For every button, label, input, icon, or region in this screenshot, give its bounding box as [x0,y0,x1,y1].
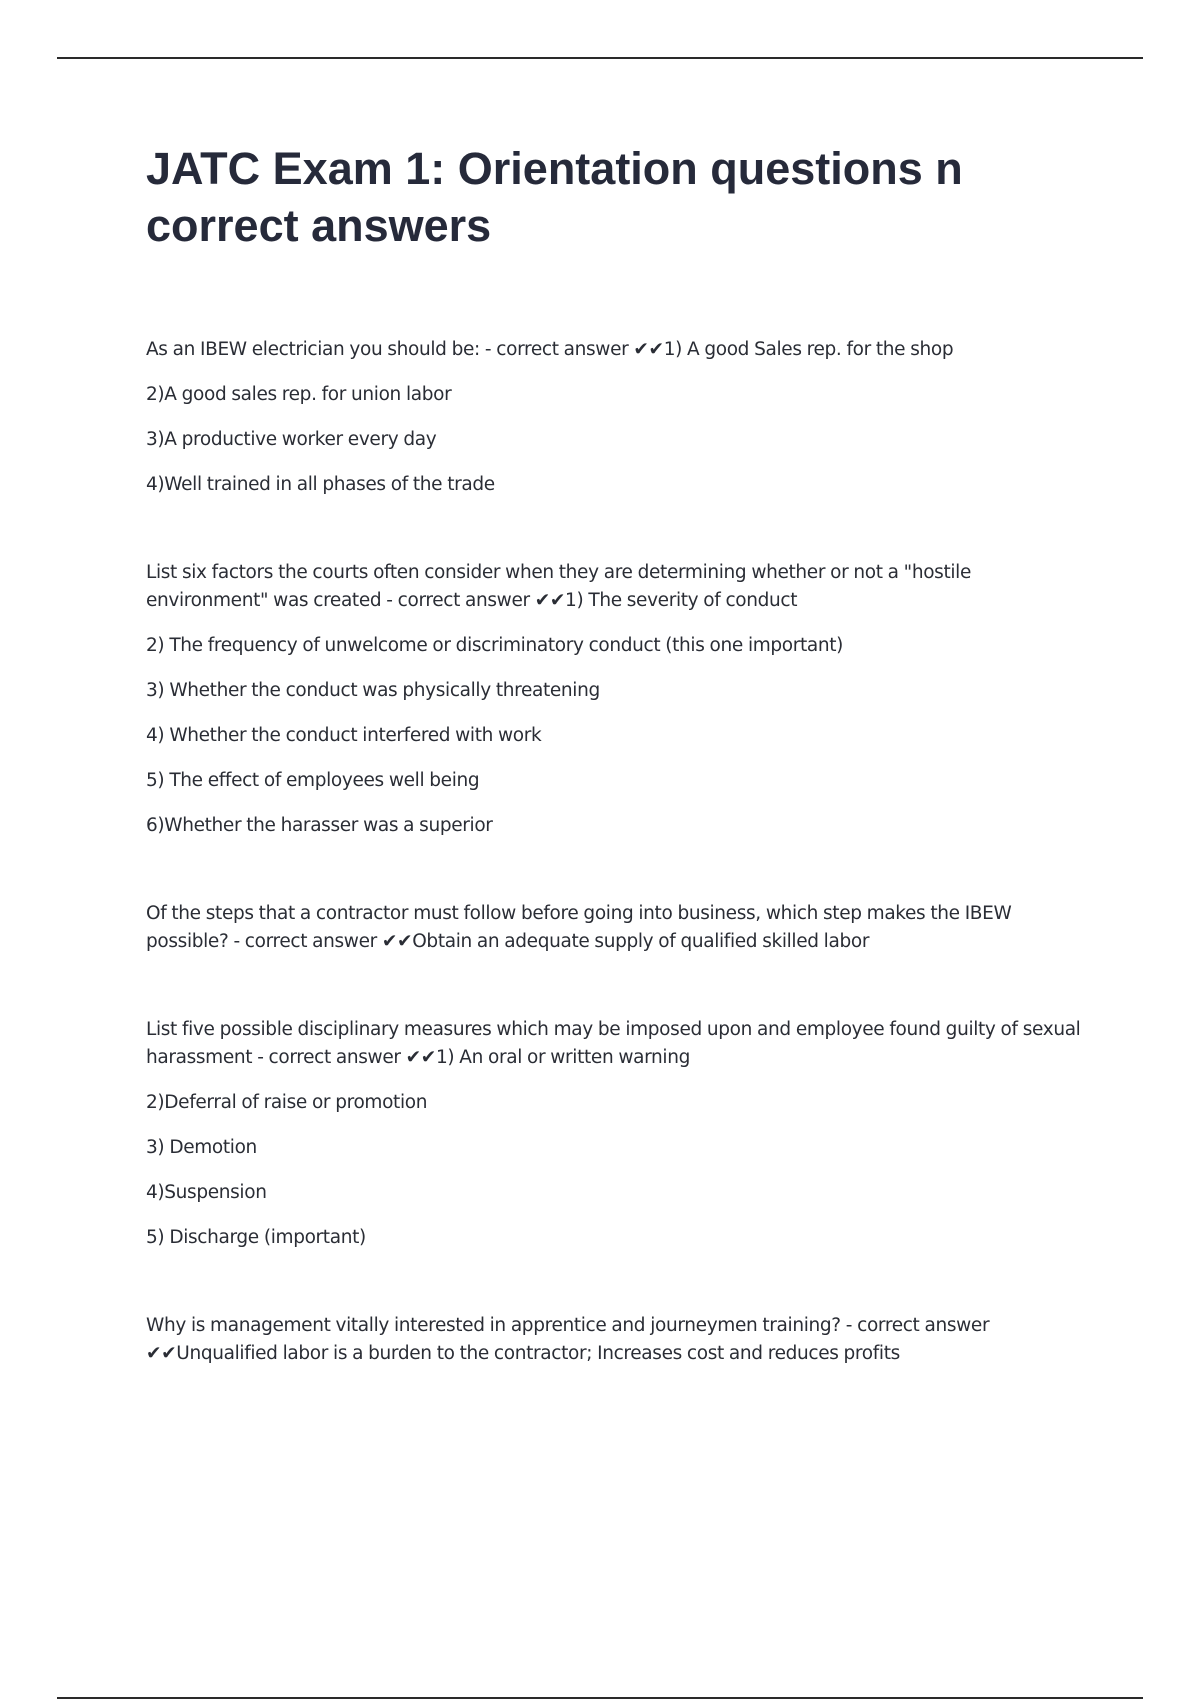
answer-line: 4) Whether the conduct interfered with work [146,725,542,746]
answer-line: 4)Well trained in all phases of the trade [146,474,495,495]
qa-item [146,1016,1096,1252]
qa-item [146,900,1096,956]
answer-line: 2) The frequency of unwelcome or discriminatory conduct (this one important) [146,635,844,656]
qa-item [146,336,1096,499]
answer-line: 5) Discharge (important) [146,1227,366,1248]
question-line: List six factors the courts often consider when they are determining whether or not a "hostile environment" was created - correct answer ✔✔1) The severity of conduct [146,562,971,611]
answer-line: 3)A productive worker every day [146,429,437,450]
answer-line: 5) The effect of employees well being [146,770,480,791]
document-body [146,140,1096,1428]
document-title: JATC Exam 1: Orientation questions n correct answers [146,143,963,251]
qa-item [146,1312,1096,1368]
question-line: Of the steps that a contractor must follow before going into business, which step makes the IBEW possible? - correct answer ✔✔Obtain an adequate supply of qualified skilled labor [146,903,1012,952]
answer-line: 2)A good sales rep. for union labor [146,384,452,405]
answer-line: 6)Whether the harasser was a superior [146,815,493,836]
qa-list [146,336,1096,1368]
answer-line: 3) Whether the conduct was physically threatening [146,680,600,701]
answer-line: 3) Demotion [146,1137,257,1158]
qa-item [146,559,1096,840]
top-divider [57,57,1143,59]
bottom-divider [57,1697,1143,1699]
answer-line: 4)Suspension [146,1182,267,1203]
question-line: Why is management vitally interested in apprentice and journeymen training? - correct answer ✔✔Unqualified labor is a burden to the contractor; Increases cost and reduces profits [146,1315,990,1364]
question-line: As an IBEW electrician you should be: - correct answer ✔✔1) A good Sales rep. for the shop [146,339,954,360]
answer-line: 2)Deferral of raise or promotion [146,1092,428,1113]
question-line: List five possible disciplinary measures which may be imposed upon and employee found guilty of sexual harassment - correct answer ✔✔1) An oral or written warning [146,1019,1081,1068]
